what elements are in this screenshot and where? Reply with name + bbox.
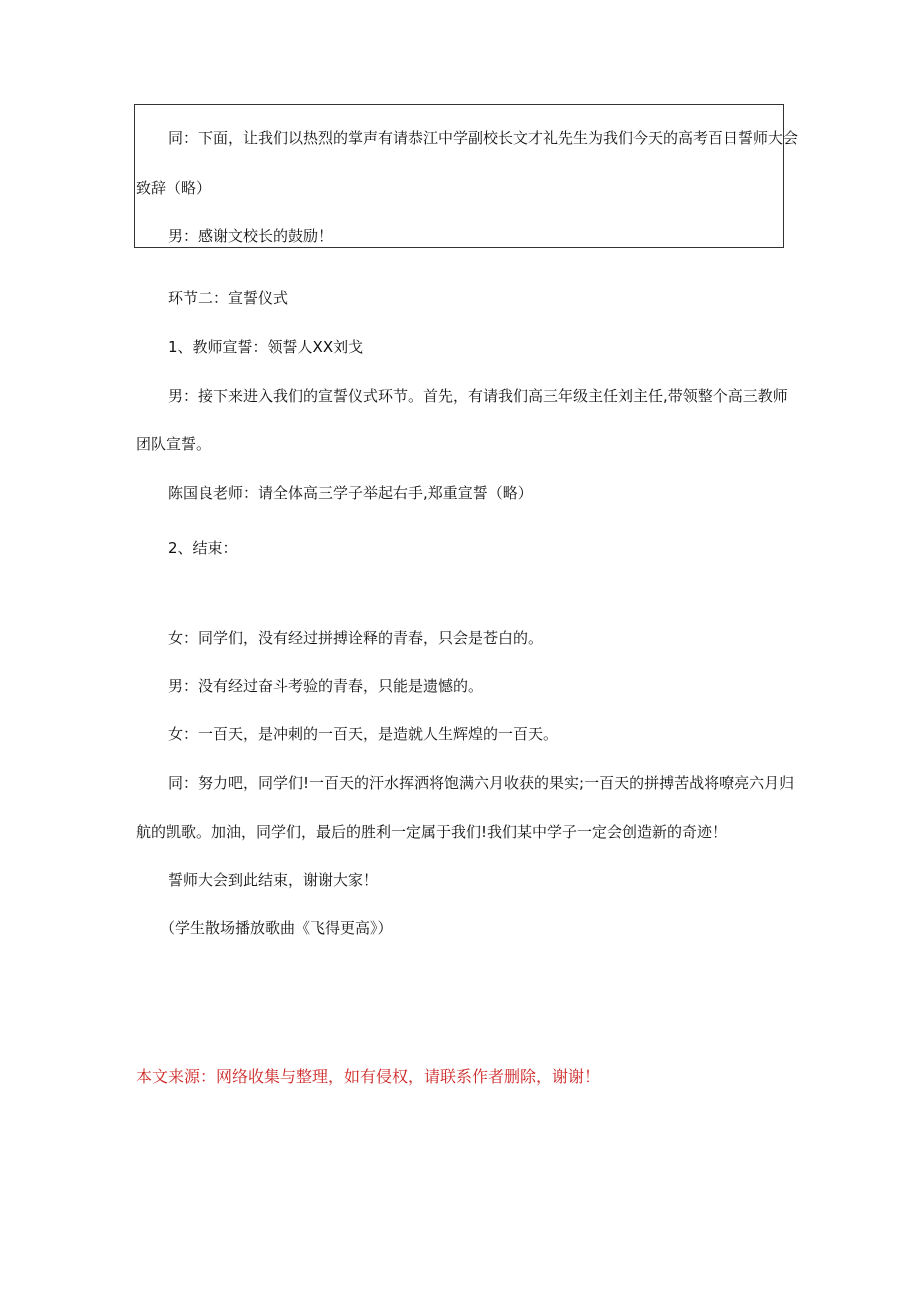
box-line-1: 同：下面，让我们以热烈的掌声有请恭江中学副校长文才礼先生为我们今天的高考百日誓师大会 bbox=[168, 129, 799, 147]
paragraph-line: 陈国良老师：请全体高三学子举起右手,郑重宣誓（略） bbox=[168, 484, 533, 502]
box-line-2: 致辞（略） bbox=[136, 179, 212, 197]
paragraph-line: 团队宣誓。 bbox=[136, 435, 212, 453]
paragraph-line: 男：接下来进入我们的宣誓仪式环节。首先，有请我们高三年级主任刘主任,带领整个高三教师 bbox=[168, 387, 788, 405]
list-item-ending: 2、结束： bbox=[168, 539, 238, 557]
paragraph-line: 同：努力吧，同学们!一百天的汗水挥洒将饱满六月收获的果实;一百天的拼搏苦战将嘹亮六月归 bbox=[168, 774, 795, 792]
section-heading: 环节二：宣誓仪式 bbox=[168, 289, 289, 307]
paragraph-line: 航的凯歌。加油，同学们，最后的胜利一定属于我们!我们某中学子一定会创造新的奇迹！ bbox=[136, 823, 728, 841]
paragraph-line: 女：同学们，没有经过拼搏诠释的青春，只会是苍白的。 bbox=[168, 629, 544, 647]
paragraph-line: 誓师大会到此结束，谢谢大家！ bbox=[168, 871, 379, 889]
list-item-teacher-oath: 1、教师宣誓：领誓人XX刘戈 bbox=[168, 338, 364, 356]
source-notice: 本文来源：网络收集与整理，如有侵权，请联系作者删除，谢谢！ bbox=[136, 1067, 601, 1086]
paragraph-line: 女：一百天，是冲刺的一百天，是造就人生辉煌的一百天。 bbox=[168, 725, 559, 743]
paragraph-line: 男：没有经过奋斗考验的青春，只能是遗憾的。 bbox=[168, 677, 484, 695]
box-line-3: 男：感谢文校长的鼓励！ bbox=[168, 227, 334, 245]
paragraph-line: （学生散场播放歌曲《飞得更高》） bbox=[160, 919, 393, 937]
